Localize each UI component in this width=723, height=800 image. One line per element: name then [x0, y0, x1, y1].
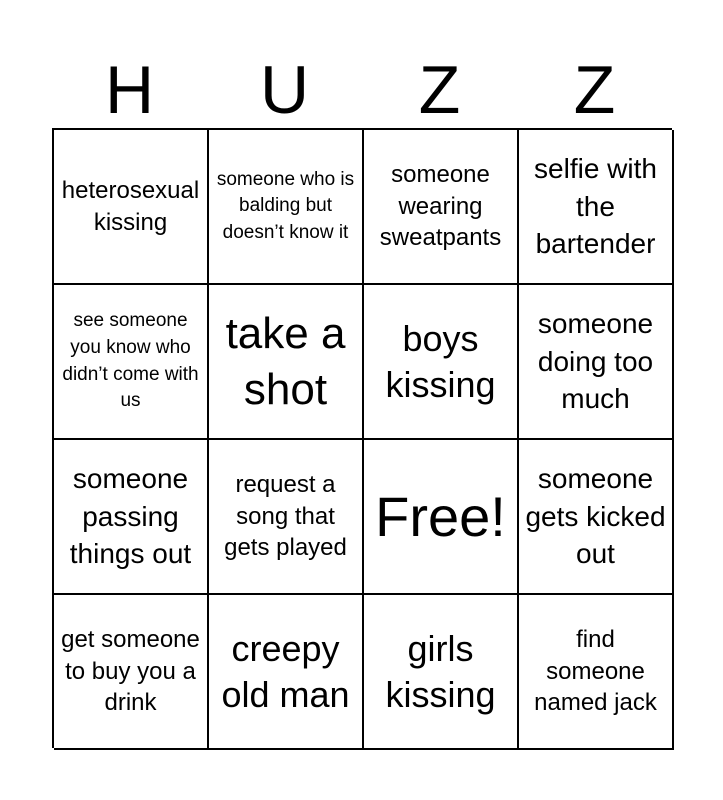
bingo-cell-text: Free!: [375, 484, 506, 548]
bingo-cell-text: get someone to buy you a drink: [61, 625, 200, 717]
bingo-cell-take-a-shot[interactable]: [209, 285, 364, 440]
bingo-cell-girls-kissing[interactable]: [364, 595, 519, 750]
header-letter-u: U: [259, 52, 310, 128]
bingo-cell-text: someone passing things out: [69, 463, 192, 570]
bingo-cell-selfie-bartender[interactable]: [519, 130, 674, 285]
header-letter-z-2: Z: [573, 52, 616, 128]
header-letter-h: H: [104, 52, 155, 128]
bingo-cell-text: someone wearing sweatpants: [379, 160, 502, 252]
bingo-cell-see-someone-you-know[interactable]: [54, 285, 209, 440]
bingo-cell-buy-you-a-drink[interactable]: [54, 595, 209, 750]
bingo-cell-text: request a song that gets played: [224, 470, 347, 562]
bingo-cell-text: boys kissing: [385, 317, 496, 405]
bingo-cell-text: someone gets kicked out: [525, 463, 666, 570]
bingo-cell-text: take a shot: [225, 309, 346, 414]
bingo-cell-text: creepy old man: [221, 627, 350, 715]
bingo-board: [52, 128, 672, 748]
bingo-cell-text: someone who is balding but doesn’t know it: [216, 168, 355, 243]
bingo-cell-kicked-out[interactable]: [519, 440, 674, 595]
bingo-cell-text: find someone named jack: [534, 625, 657, 717]
bingo-cell-free[interactable]: [364, 440, 519, 595]
bingo-cell-text: heterosexual kissing: [61, 176, 200, 236]
bingo-cell-passing-things-out[interactable]: [54, 440, 209, 595]
bingo-cell-request-a-song[interactable]: [209, 440, 364, 595]
bingo-cell-text: someone doing too much: [537, 308, 654, 415]
bingo-cell-creepy-old-man[interactable]: [209, 595, 364, 750]
bingo-cell-text: see someone you know who didn’t come with us: [62, 310, 199, 412]
bingo-cell-heterosexual-kissing[interactable]: [54, 130, 209, 285]
bingo-cell-sweatpants[interactable]: [364, 130, 519, 285]
bingo-cell-balding[interactable]: [209, 130, 364, 285]
bingo-header: [52, 52, 672, 128]
bingo-cell-text: girls kissing: [385, 627, 496, 715]
bingo-cell-doing-too-much[interactable]: [519, 285, 674, 440]
bingo-cell-boys-kissing[interactable]: [364, 285, 519, 440]
header-letter-z-1: Z: [418, 52, 461, 128]
bingo-cell-named-jack[interactable]: [519, 595, 674, 750]
bingo-cell-text: selfie with the bartender: [534, 153, 657, 260]
